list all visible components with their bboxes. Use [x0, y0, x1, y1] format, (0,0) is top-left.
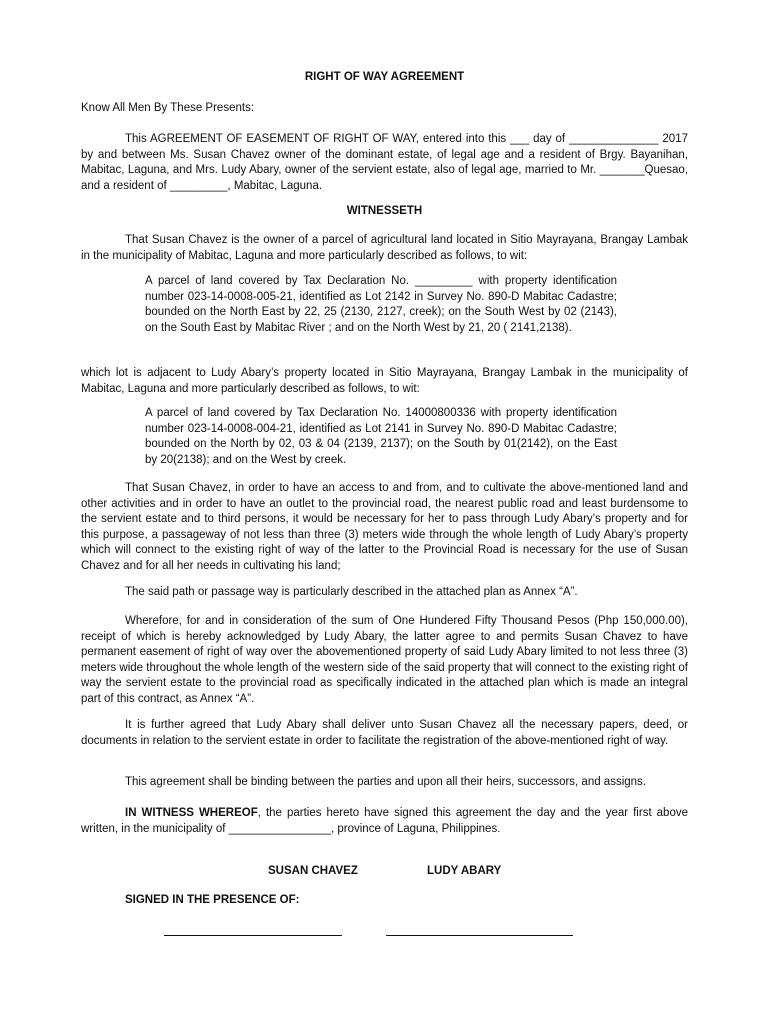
witness-signature-line-1 [164, 935, 342, 936]
witnesseth-heading: WITNESSETH [346, 205, 423, 217]
paragraph-adjacent-lot: which lot is adjacent to Ludy Abary’s property located in Sitio Mayrayana, Brangay Lambak in the municipality of Mabitac, Laguna and more particularly described as follows, to wit: [81, 367, 688, 395]
document-page [81, 0, 688, 1024]
paragraph-binding: This agreement shall be binding between the parties and upon all their heirs, successors, and assigns. [125, 776, 646, 788]
salutation: Know All Men By These Presents: [81, 102, 255, 114]
witness-whereof-text: , the parties hereto have signed this agreement the day and the year first above written, in the municipality of ________________, province of Laguna, Philippines. [81, 807, 688, 835]
witness-whereof-lead: IN WITNESS WHEREOF [125, 807, 258, 819]
signed-in-presence-heading: SIGNED IN THE PRESENCE OF: [125, 894, 300, 906]
paragraph-dominant-estate: That Susan Chavez is the owner of a parcel of agricultural land located in Sitio Mayrayana, Brangay Lambak in the municipality of Mabitac, Laguna and more particularly described as follows, to wit: [81, 234, 688, 262]
paragraph-witness-whereof [81, 806, 688, 837]
paragraph-passageway: That Susan Chavez, in order to have an access to and from, and to cultivate the above-mentioned land and other activities and in order to have an outlet to the provincial road, the nearest public road and least burdensome to the servient estate and to third persons, it would be necessary for her to pass through Ludy Abary’s property and for this purpose, a passageway of not less than three (3) meters wide through the whole length of Ludy Abary’s property which will connect to the existing right of way of the latter to the Provincial Road is necessary for the use of Susan Chavez and for all her needs in cultivating his land; [81, 482, 688, 572]
signatory-ludy-abary: LUDY ABARY [427, 865, 502, 877]
paragraph-annex: The said path or passage way is particularly described in the attached plan as Annex “A”. [125, 586, 578, 598]
paragraph-delivery: It is further agreed that Ludy Abary shall deliver unto Susan Chavez all the necessary papers, deed, or documents in relation to the servient estate in order to facilitate the registration of the above-mentioned right of way. [81, 719, 688, 747]
intro-paragraph: This AGREEMENT OF EASEMENT OF RIGHT OF WAY, entered into this ___ day of ______________ 2017 by and between Ms. Susan Chavez owner of the dominant estate, of legal age and a resident of Brgy. Bayanihan, Mabitac, Laguna, and Mrs. Ludy Abary, owner of the servient estate, also of legal age, married to Mr. _______Quesao, and a resident of _________, Mabitac, Laguna. [81, 133, 688, 192]
signatory-susan-chavez: SUSAN CHAVEZ [268, 865, 358, 877]
paragraph-consideration: Wherefore, for and in consideration of the sum of One Hundered Fifty Thousand Pesos (Php 150,000.00), receipt of which is hereby acknowledged by Ludy Abary, the latter agree to and permits Susan Chavez to have permanent easement of right of way over the abovementioned property of said Ludy Abary limited to not less three (3) meters wide throughout the whole length of the western side of the said property that will connect to the existing right of way the servient estate to the provincial road as specifically indicated in the attached plan which is made an integral part of this contract, as Annex “A”. [81, 615, 688, 705]
witness-signature-line-2 [386, 935, 573, 936]
document-title: RIGHT OF WAY AGREEMENT [304, 71, 465, 83]
quote-lot-2141: A parcel of land covered by Tax Declaration No. 14000800336 with property identification number 023-14-0008-004-21, identified as Lot 2141 in Survey No. 890-D Mabitac Cadastre; bounded on the North by 02, 03 & 04 (2139, 2137); on the South by 01(2142), on the East by 20(2138); and on the West by creek. [145, 407, 617, 466]
quote-lot-2142: A parcel of land covered by Tax Declaration No. _________ with property identification number 023-14-0008-005-21, identified as Lot 2142 in Survey No. 890-D Mabitac Cadastre; bounded on the North East by 22, 25 (2130, 2127, creek); on the South West by 02 (2143), on the South East by Mabitac River ; and on the North West by 21, 20 ( 2141,2138). [145, 275, 617, 334]
